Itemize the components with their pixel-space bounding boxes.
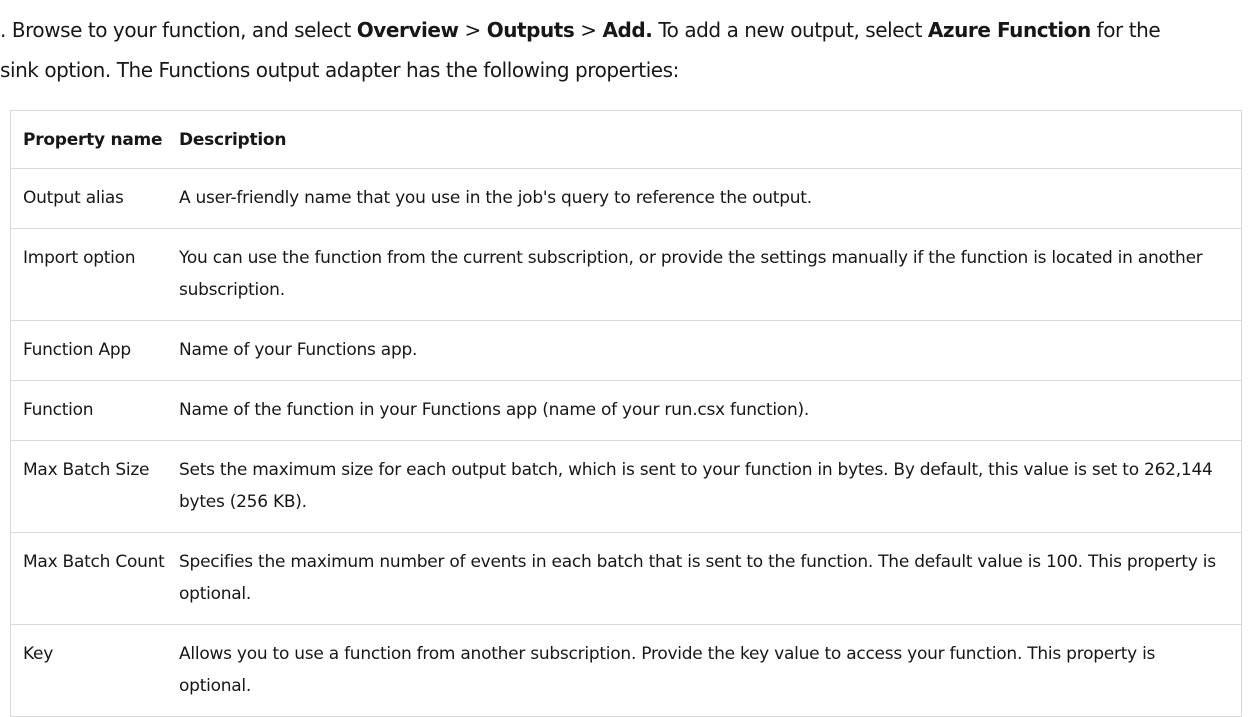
table-row [11, 625, 1242, 717]
table-row [11, 169, 1242, 229]
intro-paragraph [0, 10, 1250, 90]
property-description: You can use the function from the current subscription, or provide the settings manually if the function is located in another subscription. [169, 229, 1242, 321]
property-description: Name of the function in your Functions app (name of your run.csx function). [169, 381, 1242, 441]
table-row [11, 229, 1242, 321]
outputs-term: Outputs [486, 18, 575, 42]
table-header-row [11, 111, 1242, 169]
property-description: Name of your Functions app. [169, 321, 1242, 381]
add-term: Add. [602, 18, 653, 42]
table-row [11, 381, 1242, 441]
property-description: A user-friendly name that you use in the job's query to reference the output. [169, 169, 1242, 229]
property-name: Function [11, 381, 170, 441]
azure-function-term: Azure Function [927, 18, 1091, 42]
intro-text-2: To add a new output, select [652, 18, 928, 42]
property-description: Allows you to use a function from another subscription. Provide the key value to access your function. This property is optional. [169, 625, 1242, 717]
intro-text-1: . Browse to your function, and select [0, 18, 357, 42]
intro-separator-1: > [458, 18, 487, 42]
table-row [11, 533, 1242, 625]
intro-separator-2: > [574, 18, 603, 42]
intro-line-2: sink option. The Functions output adapter has the following properties: [0, 58, 679, 82]
properties-table [10, 110, 1242, 717]
property-name: Key [11, 625, 170, 717]
property-description: Specifies the maximum number of events in each batch that is sent to the function. The default value is 100. This property is optional. [169, 533, 1242, 625]
property-description: Sets the maximum size for each output batch, which is sent to your function in bytes. By default, this value is set to 262,144 bytes (256 KB). [169, 441, 1242, 533]
intro-text-3: for the [1090, 18, 1161, 42]
property-name: Import option [11, 229, 170, 321]
property-name: Max Batch Count [11, 533, 170, 625]
table-row [11, 321, 1242, 381]
header-property-name: Property name [11, 111, 170, 169]
table-row [11, 441, 1242, 533]
property-name: Function App [11, 321, 170, 381]
overview-term: Overview [356, 18, 459, 42]
property-name: Output alias [11, 169, 170, 229]
header-description: Description [169, 111, 1242, 169]
property-name: Max Batch Size [11, 441, 170, 533]
intro-line-1 [0, 10, 1250, 50]
